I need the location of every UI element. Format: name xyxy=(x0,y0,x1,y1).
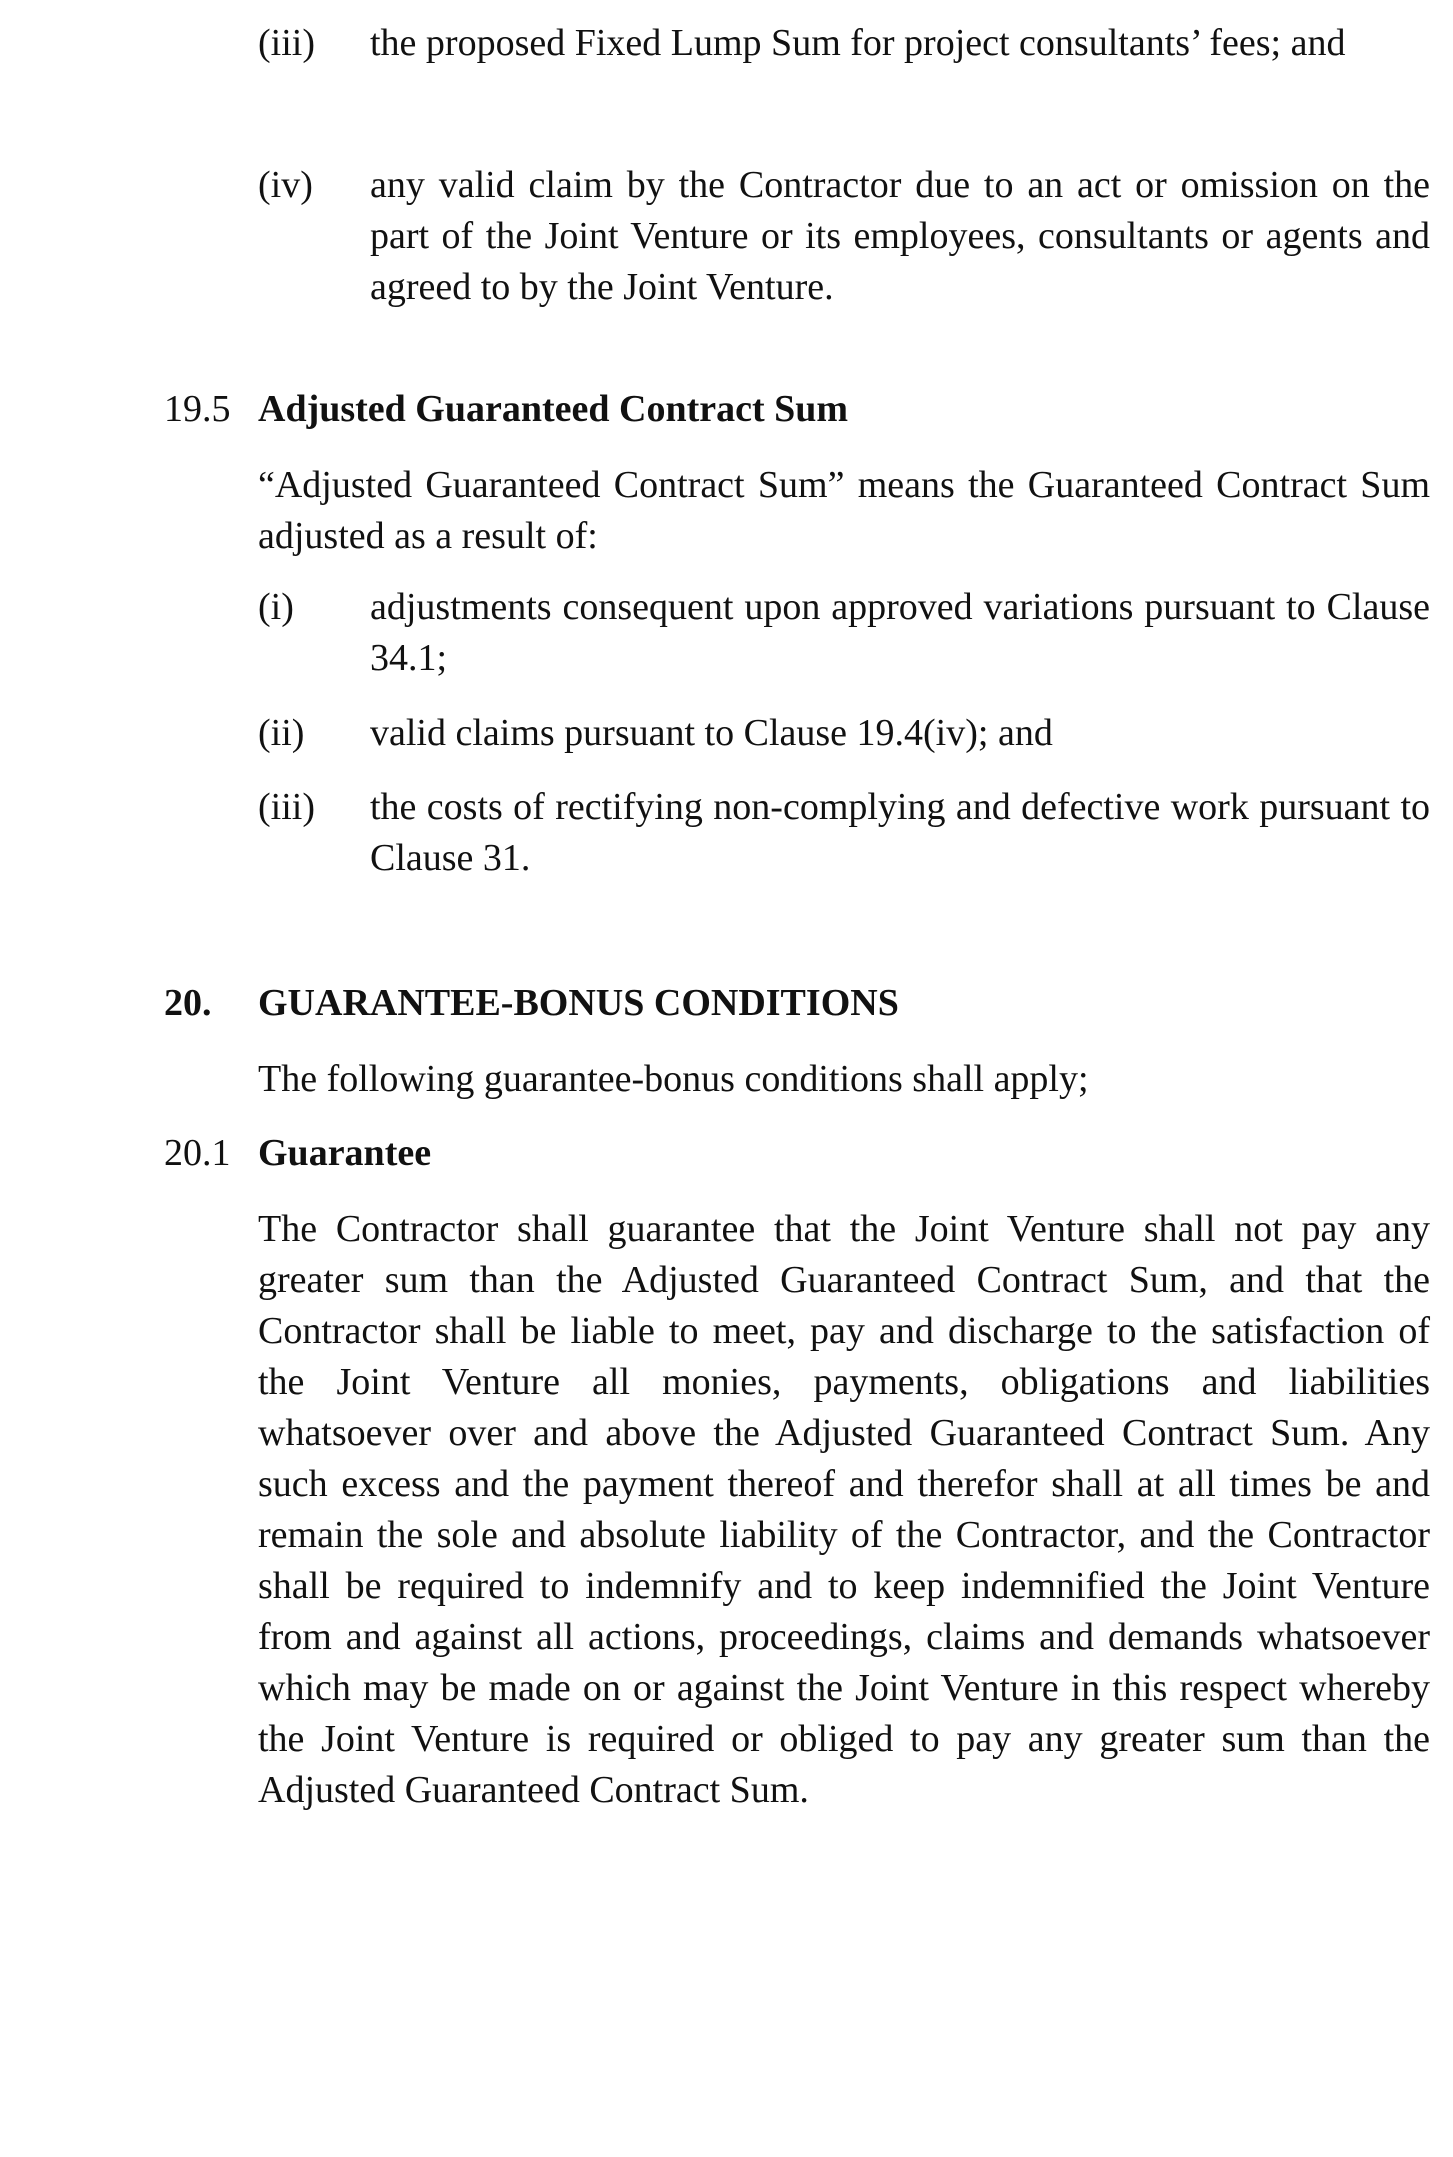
list-item-19-5-iii: the costs of rectifying non-complying and defective work pursuant to Clause 31. xyxy=(370,786,1430,879)
section-intro-20: The following guarantee-bonus conditions shall apply; xyxy=(258,1058,1089,1100)
clause-intro-19-5: “Adjusted Guaranteed Contract Sum” means the Guaranteed Contract Sum adjusted as a result of: xyxy=(258,464,1430,557)
section-number-20: 20. xyxy=(164,982,212,1024)
clause-heading-20-1: Guarantee xyxy=(258,1132,432,1174)
clause-heading-19-5: Adjusted Guaranteed Contract Sum xyxy=(258,388,849,430)
section-heading-20: GUARANTEE-BONUS CONDITIONS xyxy=(258,982,899,1024)
list-label-19-5-i: (i) xyxy=(258,586,294,628)
list-item-19-5-ii: valid claims pursuant to Clause 19.4(iv); and xyxy=(370,712,1053,754)
list-label-19-5-iii: (iii) xyxy=(258,786,315,828)
clause-number-19-5: 19.5 xyxy=(164,388,231,430)
clause-number-20-1: 20.1 xyxy=(164,1132,231,1174)
list-item-19-5-i: adjustments consequent upon approved variations pursuant to Clause 34.1; xyxy=(370,586,1430,679)
list-item-19-4-iv: any valid claim by the Contractor due to an act or omission on the part of the Joint Venture or its employees, consultants or agents and agreed to by the Joint Venture. xyxy=(370,164,1430,308)
list-label-19-4-iii: (iii) xyxy=(258,22,315,64)
list-label-19-5-ii: (ii) xyxy=(258,712,305,754)
list-label-19-4-iv: (iv) xyxy=(258,164,313,206)
clause-body-20-1: The Contractor shall guarantee that the Joint Venture shall not pay any greater sum than the Adjusted Guaranteed Contract Sum, and that the Contractor shall be liable to meet, pay and discharge to the satisfaction of the Joint Venture all monies, payments, obligations and liabilities whatsoever over and above the Adjusted Guaranteed Contract Sum. Any such excess and the payment thereof and therefor shall at all times be and remain the sole and absolute liability of the Contractor, and the Contractor shall be required to indemnify and to keep indemnified the Joint Venture from and against all actions, proceedings, claims and demands whatsoever which may be made on or against the Joint Venture in this respect whereby the Joint Venture is required or obliged to pay any greater sum than the Adjusted Guaranteed Contract Sum. xyxy=(258,1208,1430,1811)
list-item-19-4-iii: the proposed Fixed Lump Sum for project consultants’ fees; and xyxy=(370,22,1346,64)
